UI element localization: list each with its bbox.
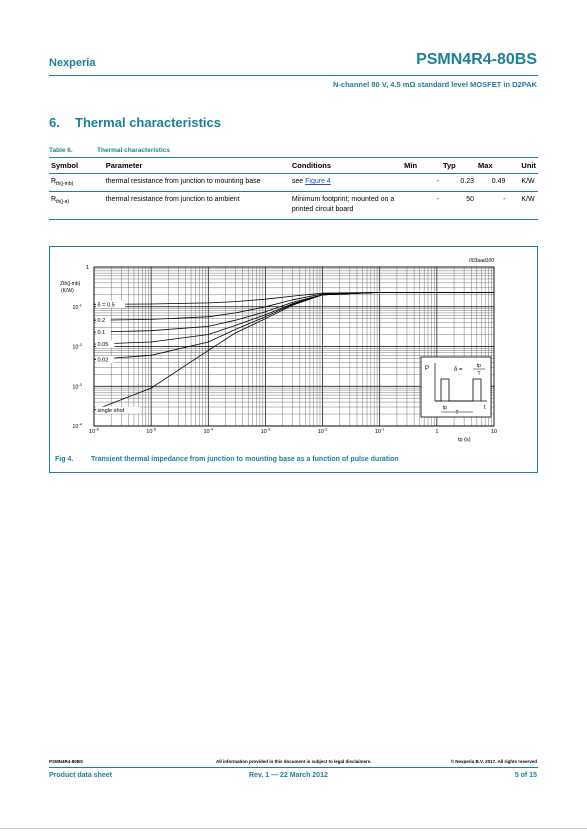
conditions-cell: Minimum footprint; mounted on a printed circuit board <box>290 192 402 220</box>
y-axis-label: Zth(j-mb) <box>60 281 81 287</box>
column-header-unit: Unit <box>507 158 538 174</box>
footer-copyright: © Nexperia B.V. 2017. All rights reserved <box>450 759 537 764</box>
inset-tp-label: tp <box>442 405 448 411</box>
figure-4 <box>49 246 538 473</box>
x-tick-label: $10^{-6}$ <box>89 426 99 435</box>
page-bottom-edge <box>0 828 587 829</box>
y-axis-unit: (K/W) <box>61 288 74 294</box>
max-cell: - <box>476 192 507 220</box>
y-tick-label: $10^{-3}$ <box>72 381 82 391</box>
y-tick-label: $10^{-2}$ <box>72 342 82 351</box>
symbol-main: R <box>51 178 57 185</box>
symbol-subscript: th(j-mb) <box>56 181 74 187</box>
series-line <box>94 292 494 320</box>
series-label: single shot <box>97 408 125 415</box>
figure-caption-number: Fig 4. <box>55 456 74 463</box>
table-row <box>49 174 538 192</box>
table-header-row <box>49 158 538 174</box>
y-tick-label: 1 <box>85 265 89 271</box>
symbol-cell <box>49 174 104 192</box>
figure-4-link[interactable]: Figure 4 <box>305 178 331 185</box>
series-line <box>94 292 494 332</box>
typ-cell: 0.23 <box>441 174 476 192</box>
x-tick-label: $10^{-1}$ <box>374 426 385 435</box>
series-label: 0.2 <box>97 318 106 325</box>
series-label: 0.02 <box>97 357 109 364</box>
symbol-subscript: th(j-a) <box>56 199 70 205</box>
column-header-typ: Typ <box>441 158 476 174</box>
unit-cell: K/W <box>507 174 538 192</box>
inset-t-label: t <box>484 405 486 411</box>
inset-duty-label: δ = <box>454 367 463 373</box>
conditions-cell <box>290 174 402 192</box>
series-line <box>94 292 494 304</box>
parameter-cell: thermal resistance from junction to ambient <box>104 192 290 220</box>
inset-period-label: T <box>455 410 459 416</box>
footer-disclaimer: All information provided in this document is subject to legal disclaimers. <box>216 759 372 764</box>
section-title: Thermal characteristics <box>75 115 221 130</box>
column-header-min: Min <box>402 158 441 174</box>
series-label: δ = 0.5 <box>97 302 115 309</box>
table-caption <box>49 147 170 154</box>
y-tick-label: $10^{-4}$ <box>72 421 82 430</box>
max-cell: 0.49 <box>476 174 507 192</box>
footer-revision: Rev. 1 — 22 March 2012 <box>249 772 328 779</box>
x-tick-label: 1 <box>435 429 439 435</box>
thermal-characteristics-table <box>49 157 538 220</box>
column-header-conditions: Conditions <box>290 158 402 174</box>
thermal-impedance-chart <box>50 247 537 452</box>
inset-duty-denominator: T <box>477 371 481 377</box>
y-tick-label: $10^{-1}$ <box>72 302 82 311</box>
unit-cell: K/W <box>507 192 538 220</box>
table-caption-number: Table 6. <box>49 147 73 154</box>
x-tick-label: $10^{-3}$ <box>260 426 271 435</box>
parameter-cell: thermal resistance from junction to mounting base <box>104 174 290 192</box>
column-header-symbol: Symbol <box>49 158 104 174</box>
section-heading <box>49 115 221 130</box>
table-row <box>49 192 538 220</box>
symbol-cell <box>49 192 104 220</box>
document-title: PSMN4R4-80BS <box>416 51 537 68</box>
conditions-text: see <box>291 178 306 185</box>
inset-duty-numerator: tp <box>476 363 482 369</box>
x-tick-label: $10^{-2}$ <box>317 426 328 435</box>
series-label: 0.1 <box>97 330 106 337</box>
column-header-parameter: Parameter <box>104 158 290 174</box>
x-tick-label: $10^{-5}$ <box>146 426 156 435</box>
series-label: 0.05 <box>97 342 109 349</box>
series-line <box>94 292 494 344</box>
min-cell: - <box>402 192 441 220</box>
typ-cell: 50 <box>441 192 476 220</box>
series-line <box>94 292 494 359</box>
figure-caption-title: Transient thermal impedance from junction to mounting base as a function of pulse duration <box>91 456 399 463</box>
section-number: 6. <box>49 115 60 130</box>
document-subtitle: N-channel 80 V, 4.5 mΩ standard level MOSFET in D2PAK <box>333 80 537 89</box>
inset-p-label: P <box>425 366 430 372</box>
x-tick-label: $10^{-4}$ <box>203 426 214 435</box>
column-header-max: Max <box>476 158 507 174</box>
footer-page-number: 5 of 15 <box>514 772 537 779</box>
min-cell: - <box>402 174 441 192</box>
figure-caption <box>55 456 399 463</box>
figure-code: 003aad100 <box>468 258 494 264</box>
footer-doc-type: Product data sheet <box>49 772 113 779</box>
x-axis-label: tp (s) <box>458 437 471 443</box>
footer-divider <box>49 767 538 768</box>
symbol-main: R <box>51 196 57 203</box>
brand-name: Nexperia <box>49 57 96 69</box>
x-tick-label: 10 <box>490 429 498 435</box>
table-caption-title: Thermal characteristics <box>97 147 170 154</box>
footer-doc-id: PSMN4R4-80BS <box>49 759 84 764</box>
header-divider <box>49 75 538 76</box>
